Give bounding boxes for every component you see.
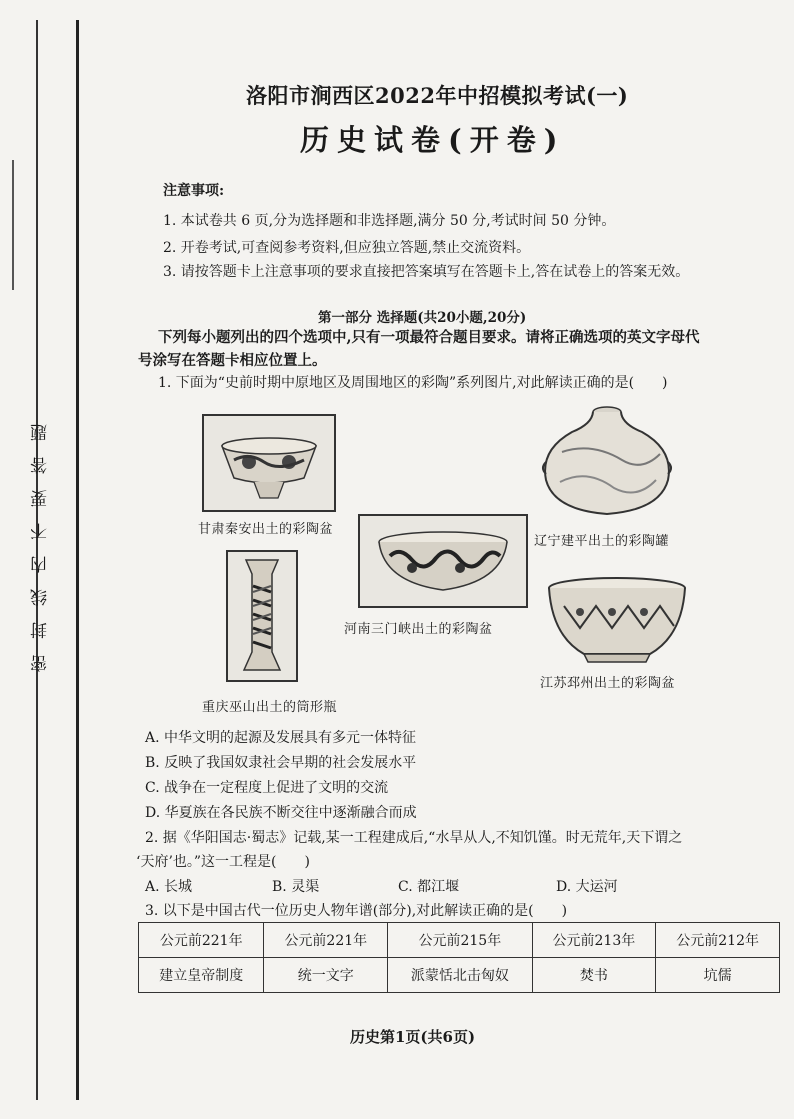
part1-instruction: 下列每小题列出的四个选项中,只有一项最符合题目要求。请将正确选项的英文字母代 <box>158 329 700 346</box>
question-2-stem: 2. 据《华阳国志·蜀志》记载,某一工程建成后,“水旱从人,不知饥馑。时无荒年,天下谓之 <box>145 830 683 846</box>
table-cell-event: 统一文字 <box>264 958 388 993</box>
option-d: D. 华夏族在各民族不断交往中逐渐融合而成 <box>145 805 417 821</box>
table-cell-year: 公元前221年 <box>139 923 264 958</box>
option-c: C. 都江堰 <box>398 879 460 895</box>
paper-title: 历史试卷(开卷) <box>300 123 566 157</box>
figure-liaoning-jar <box>532 402 682 522</box>
table-cell-year: 公元前212年 <box>656 923 780 958</box>
figure-chongqing-vase <box>226 550 298 682</box>
question-2-stem: ‘天府’也。”这一工程是( ) <box>136 854 310 870</box>
seal-line-text: 密封线内不要答题 <box>31 408 51 672</box>
figure-caption: 辽宁建平出土的彩陶罐 <box>534 534 670 549</box>
figure-henan-basin <box>358 514 528 608</box>
notice-item: 1. 本试卷共 6 页,分为选择题和非选择题,满分 50 分,考试时间 50 分钟。 <box>163 213 616 229</box>
table-cell-year: 公元前221年 <box>264 923 388 958</box>
edge-mark <box>0 160 14 290</box>
notice-item: 3. 请按答题卡上注意事项的要求直接把答案填写在答题卡上,答在试卷上的答案无效。 <box>163 264 690 280</box>
page-footer: 历史第1页(共6页) <box>350 1028 476 1046</box>
table-cell-event: 派蒙恬北击匈奴 <box>388 958 532 993</box>
notice-item: 2. 开卷考试,可查阅参考资料,但应独立答题,禁止交流资料。 <box>163 240 531 256</box>
pottery-basin-image <box>360 516 526 606</box>
option-a: A. 长城 <box>145 879 193 895</box>
figure-gansu-basin <box>202 414 336 512</box>
table-cell-year: 公元前213年 <box>532 923 656 958</box>
table-cell-year: 公元前215年 <box>388 923 532 958</box>
figure-caption: 重庆巫山出土的筒形瓶 <box>202 700 338 715</box>
table-cell-event: 坑儒 <box>656 958 780 993</box>
notice-heading: 注意事项: <box>163 183 225 199</box>
figure-caption: 甘肃秦安出土的彩陶盆 <box>198 522 334 537</box>
table-row <box>139 958 780 993</box>
exam-title: 洛阳市涧西区2022年中招模拟考试(一) <box>246 83 629 108</box>
question-1-stem: 1. 下面为“史前时期中原地区及周围地区的彩陶”系列图片,对此解读正确的是( ) <box>158 375 668 391</box>
figure-caption: 江苏邳州出土的彩陶盆 <box>540 676 676 691</box>
option-b: B. 反映了我国奴隶社会早期的社会发展水平 <box>145 755 417 771</box>
table-cell-event: 焚书 <box>532 958 656 993</box>
figure-caption: 河南三门峡出土的彩陶盆 <box>344 622 493 637</box>
figure-jiangsu-basin <box>542 576 692 668</box>
option-b: B. 灵渠 <box>272 879 320 895</box>
tubular-vase-image <box>228 552 296 680</box>
binding-line <box>76 20 79 1100</box>
option-a: A. 中华文明的起源及发展具有多元一体特征 <box>145 730 417 746</box>
option-d: D. 大运河 <box>556 879 618 895</box>
option-c: C. 战争在一定程度上促进了文明的交流 <box>145 780 389 796</box>
question-3-stem: 3. 以下是中国古代一位历史人物年谱(部分),对此解读正确的是( ) <box>145 903 568 919</box>
part1-heading: 第一部分 选择题(共20小题,20分) <box>318 310 527 326</box>
part1-instruction: 号涂写在答题卡相应位置上。 <box>138 352 327 369</box>
table-row <box>139 923 780 958</box>
chronology-table <box>138 922 780 993</box>
pottery-basin-image <box>204 416 334 510</box>
table-cell-event: 建立皇帝制度 <box>139 958 264 993</box>
